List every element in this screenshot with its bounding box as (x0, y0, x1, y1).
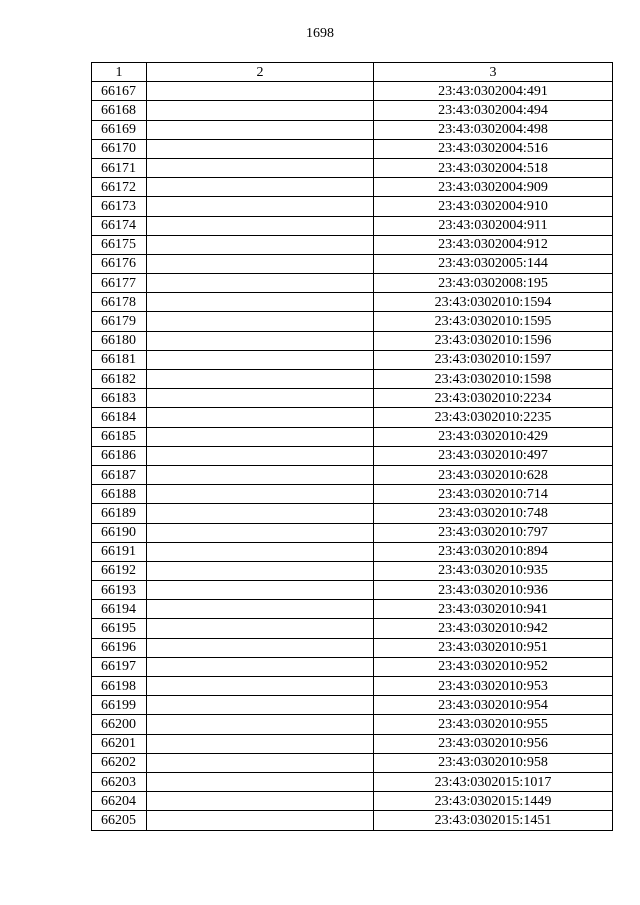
empty-cell (147, 619, 374, 638)
empty-cell (147, 120, 374, 139)
row-number-cell: 66205 (92, 811, 147, 830)
empty-cell (147, 178, 374, 197)
table-row (92, 370, 613, 389)
table-row (92, 427, 613, 446)
table-row (92, 235, 613, 254)
row-number-cell: 66179 (92, 312, 147, 331)
row-number-cell: 66203 (92, 772, 147, 791)
empty-cell (147, 465, 374, 484)
empty-cell (147, 657, 374, 676)
empty-cell (147, 216, 374, 235)
cadastral-number-cell: 23:43:0302010:958 (374, 753, 613, 772)
cadastral-number-cell: 23:43:0302005:144 (374, 254, 613, 273)
row-number-cell: 66177 (92, 274, 147, 293)
row-number-cell: 66204 (92, 792, 147, 811)
cadastral-number-cell: 23:43:0302010:1596 (374, 331, 613, 350)
row-number-cell: 66199 (92, 696, 147, 715)
row-number-cell: 66192 (92, 561, 147, 580)
table-header (92, 63, 613, 82)
cadastral-number-cell: 23:43:0302004:912 (374, 235, 613, 254)
empty-cell (147, 254, 374, 273)
row-number-cell: 66176 (92, 254, 147, 273)
table-row (92, 811, 613, 830)
empty-cell (147, 158, 374, 177)
table-row (92, 120, 613, 139)
cadastral-number-cell: 23:43:0302010:497 (374, 446, 613, 465)
cadastral-number-cell: 23:43:0302015:1017 (374, 772, 613, 791)
table-row (92, 504, 613, 523)
table-row (92, 696, 613, 715)
row-number-cell: 66174 (92, 216, 147, 235)
empty-cell (147, 792, 374, 811)
table-row (92, 408, 613, 427)
row-number-cell: 66170 (92, 139, 147, 158)
column-header-1: 1 (92, 63, 147, 82)
empty-cell (147, 600, 374, 619)
cadastral-number-cell: 23:43:0302010:628 (374, 465, 613, 484)
row-number-cell: 66175 (92, 235, 147, 254)
row-number-cell: 66198 (92, 677, 147, 696)
empty-cell (147, 197, 374, 216)
empty-cell (147, 235, 374, 254)
cadastral-number-cell: 23:43:0302010:941 (374, 600, 613, 619)
row-number-cell: 66180 (92, 331, 147, 350)
cadastral-number-cell: 23:43:0302010:955 (374, 715, 613, 734)
row-number-cell: 66169 (92, 120, 147, 139)
cadastral-number-cell: 23:43:0302010:714 (374, 485, 613, 504)
table-row (92, 82, 613, 101)
empty-cell (147, 312, 374, 331)
row-number-cell: 66168 (92, 101, 147, 120)
table-row (92, 715, 613, 734)
cadastral-number-cell: 23:43:0302010:1595 (374, 312, 613, 331)
row-number-cell: 66202 (92, 753, 147, 772)
empty-cell (147, 734, 374, 753)
registry-table (91, 62, 613, 831)
table-row (92, 734, 613, 753)
row-number-cell: 66196 (92, 638, 147, 657)
row-number-cell: 66183 (92, 389, 147, 408)
table-row (92, 581, 613, 600)
empty-cell (147, 638, 374, 657)
empty-cell (147, 427, 374, 446)
cadastral-number-cell: 23:43:0302010:953 (374, 677, 613, 696)
row-number-cell: 66167 (92, 82, 147, 101)
cadastral-number-cell: 23:43:0302010:936 (374, 581, 613, 600)
row-number-cell: 66194 (92, 600, 147, 619)
table-row (92, 274, 613, 293)
empty-cell (147, 561, 374, 580)
row-number-cell: 66171 (92, 158, 147, 177)
table-row (92, 485, 613, 504)
cadastral-number-cell: 23:43:0302004:498 (374, 120, 613, 139)
empty-cell (147, 811, 374, 830)
row-number-cell: 66195 (92, 619, 147, 638)
cadastral-number-cell: 23:43:0302010:748 (374, 504, 613, 523)
table-row (92, 600, 613, 619)
cadastral-number-cell: 23:43:0302010:1597 (374, 350, 613, 369)
empty-cell (147, 715, 374, 734)
empty-cell (147, 446, 374, 465)
empty-cell (147, 504, 374, 523)
table-row (92, 753, 613, 772)
row-number-cell: 66191 (92, 542, 147, 561)
table-row (92, 677, 613, 696)
empty-cell (147, 139, 374, 158)
cadastral-number-cell: 23:43:0302010:954 (374, 696, 613, 715)
table-row (92, 254, 613, 273)
cadastral-number-cell: 23:43:0302010:952 (374, 657, 613, 676)
cadastral-number-cell: 23:43:0302004:518 (374, 158, 613, 177)
empty-cell (147, 753, 374, 772)
row-number-cell: 66197 (92, 657, 147, 676)
empty-cell (147, 274, 374, 293)
table-row (92, 446, 613, 465)
empty-cell (147, 542, 374, 561)
empty-cell (147, 523, 374, 542)
table-row (92, 216, 613, 235)
table-row (92, 542, 613, 561)
empty-cell (147, 331, 374, 350)
empty-cell (147, 485, 374, 504)
row-number-cell: 66193 (92, 581, 147, 600)
table-row (92, 638, 613, 657)
row-number-cell: 66186 (92, 446, 147, 465)
cadastral-number-cell: 23:43:0302004:494 (374, 101, 613, 120)
cadastral-number-cell: 23:43:0302004:911 (374, 216, 613, 235)
row-number-cell: 66200 (92, 715, 147, 734)
row-number-cell: 66185 (92, 427, 147, 446)
table-row (92, 619, 613, 638)
cadastral-number-cell: 23:43:0302008:195 (374, 274, 613, 293)
table-row (92, 158, 613, 177)
table-body (92, 82, 613, 830)
cadastral-number-cell: 23:43:0302010:797 (374, 523, 613, 542)
row-number-cell: 66178 (92, 293, 147, 312)
table-row (92, 331, 613, 350)
row-number-cell: 66190 (92, 523, 147, 542)
cadastral-number-cell: 23:43:0302004:491 (374, 82, 613, 101)
cadastral-number-cell: 23:43:0302004:909 (374, 178, 613, 197)
table-row (92, 101, 613, 120)
row-number-cell: 66189 (92, 504, 147, 523)
row-number-cell: 66187 (92, 465, 147, 484)
cadastral-number-cell: 23:43:0302010:2234 (374, 389, 613, 408)
empty-cell (147, 82, 374, 101)
table-row (92, 561, 613, 580)
cadastral-number-cell: 23:43:0302010:942 (374, 619, 613, 638)
cadastral-number-cell: 23:43:0302010:2235 (374, 408, 613, 427)
table-row (92, 465, 613, 484)
row-number-cell: 66188 (92, 485, 147, 504)
table-row (92, 139, 613, 158)
empty-cell (147, 677, 374, 696)
cadastral-number-cell: 23:43:0302010:951 (374, 638, 613, 657)
empty-cell (147, 389, 374, 408)
row-number-cell: 66173 (92, 197, 147, 216)
table-row (92, 293, 613, 312)
table-row (92, 657, 613, 676)
cadastral-number-cell: 23:43:0302015:1451 (374, 811, 613, 830)
row-number-cell: 66201 (92, 734, 147, 753)
cadastral-number-cell: 23:43:0302010:429 (374, 427, 613, 446)
row-number-cell: 66181 (92, 350, 147, 369)
table-row (92, 389, 613, 408)
table-row (92, 350, 613, 369)
header-row (92, 63, 613, 82)
table-row (92, 772, 613, 791)
page-number: 1698 (306, 26, 334, 41)
row-number-cell: 66184 (92, 408, 147, 427)
cadastral-number-cell: 23:43:0302010:1598 (374, 370, 613, 389)
column-header-2: 2 (147, 63, 374, 82)
cadastral-number-cell: 23:43:0302004:910 (374, 197, 613, 216)
cadastral-number-cell: 23:43:0302015:1449 (374, 792, 613, 811)
empty-cell (147, 293, 374, 312)
empty-cell (147, 350, 374, 369)
cadastral-number-cell: 23:43:0302010:956 (374, 734, 613, 753)
empty-cell (147, 772, 374, 791)
column-header-3: 3 (374, 63, 613, 82)
cadastral-number-cell: 23:43:0302010:935 (374, 561, 613, 580)
empty-cell (147, 408, 374, 427)
table-row (92, 178, 613, 197)
row-number-cell: 66172 (92, 178, 147, 197)
cadastral-number-cell: 23:43:0302004:516 (374, 139, 613, 158)
table-row (92, 312, 613, 331)
table-row (92, 523, 613, 542)
table-row (92, 197, 613, 216)
empty-cell (147, 370, 374, 389)
empty-cell (147, 581, 374, 600)
table-row (92, 792, 613, 811)
cadastral-number-cell: 23:43:0302010:894 (374, 542, 613, 561)
empty-cell (147, 101, 374, 120)
row-number-cell: 66182 (92, 370, 147, 389)
empty-cell (147, 696, 374, 715)
cadastral-number-cell: 23:43:0302010:1594 (374, 293, 613, 312)
